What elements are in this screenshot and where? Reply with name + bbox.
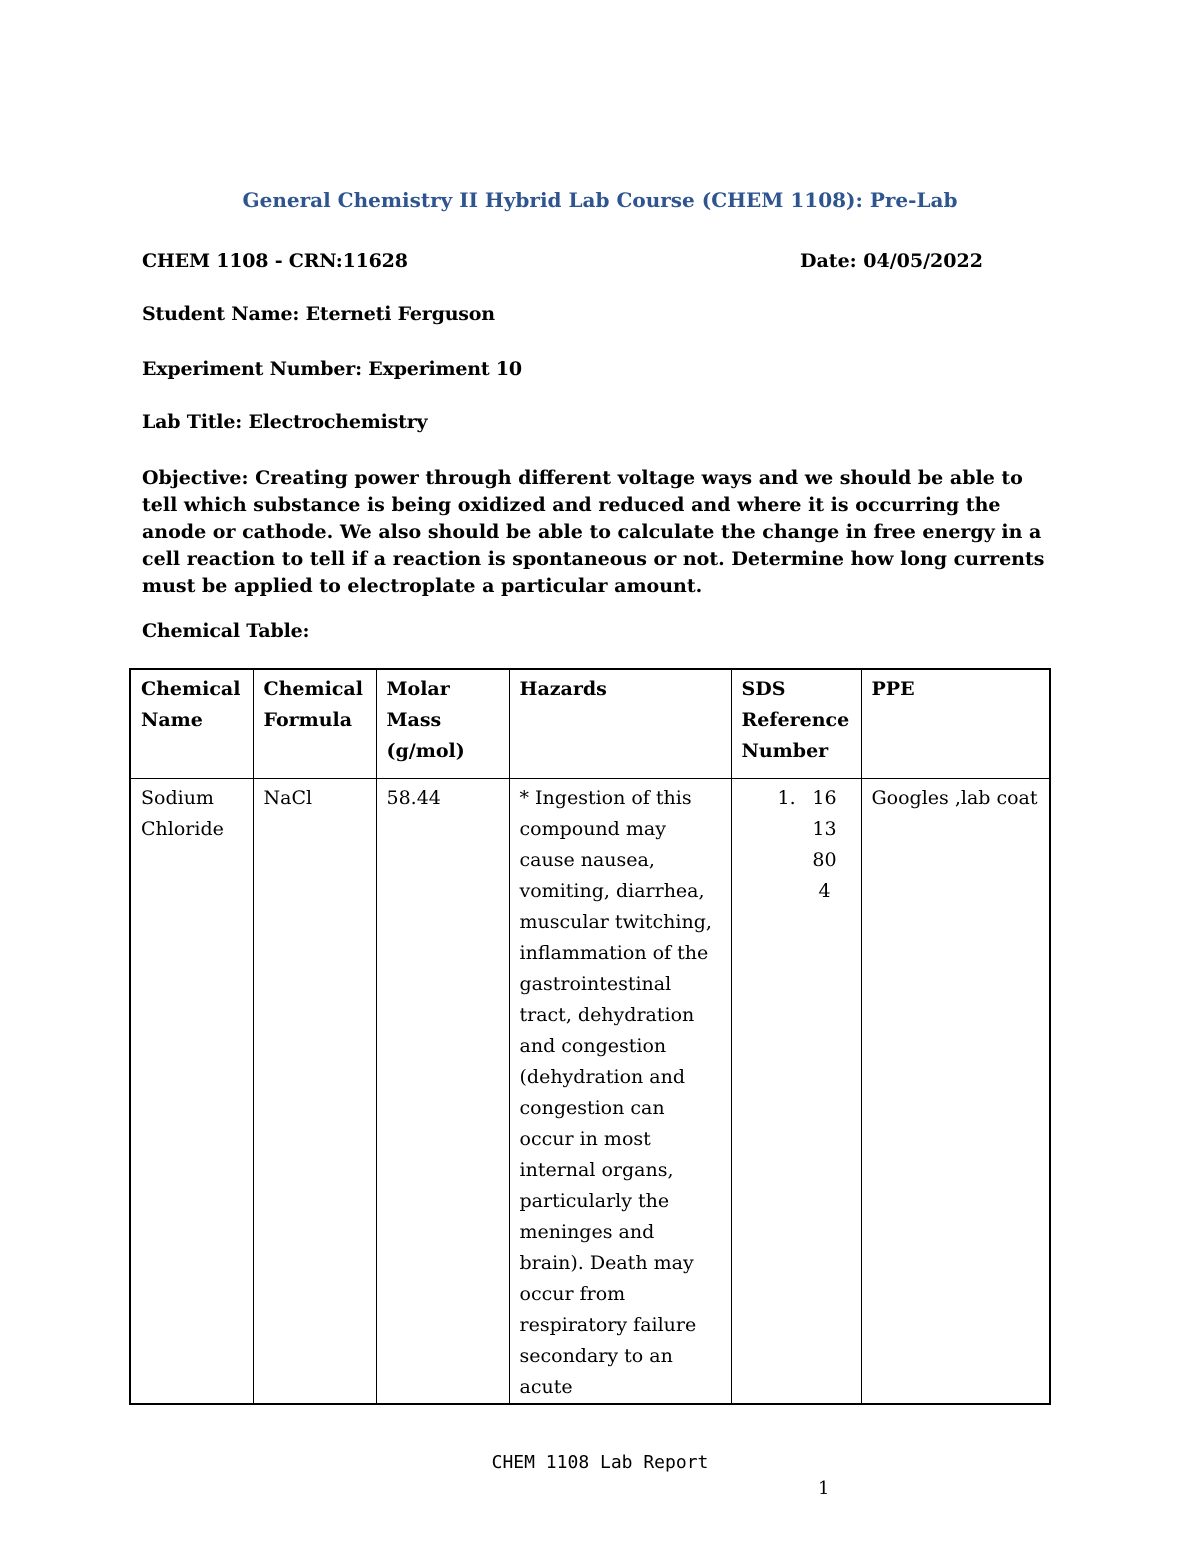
table-header-row xyxy=(130,669,1050,779)
cell-chemical-formula: NaCl xyxy=(253,779,376,1405)
header-sds-reference: SDS Reference Number xyxy=(731,669,861,779)
cell-hazards: * Ingestion of this compound may cause nausea, vomiting, diarrhea, muscular twitching, inflammation of the gastrointestinal tract, dehydration and congestion (dehydration and congestion can occur in most internal organs, particularly the meninges and brain). Death may occur from respiratory failure secondary to an acute xyxy=(509,779,731,1405)
chemical-table-label: Chemical Table: xyxy=(142,620,310,642)
header-chemical-formula: Chemical Formula xyxy=(253,669,376,779)
header-hazards: Hazards xyxy=(509,669,731,779)
sds-number: 1613804 xyxy=(812,787,837,902)
header-chemical-name: Chemical Name xyxy=(130,669,253,779)
cell-ppe: Googles ,lab coat xyxy=(861,779,1050,1405)
cell-chemical-name: Sodium Chloride xyxy=(130,779,253,1405)
student-name-line: Student Name: Eterneti Ferguson xyxy=(142,303,495,325)
page-title: General Chemistry II Hybrid Lab Course (CHEM 1108): Pre-Lab xyxy=(242,188,958,212)
cell-sds-reference xyxy=(731,779,861,1405)
page-footer: CHEM 1108 Lab Report xyxy=(491,1452,709,1473)
table-row xyxy=(130,779,1050,1405)
experiment-number-line: Experiment Number: Experiment 10 xyxy=(142,358,522,380)
date-line: Date: 04/05/2022 xyxy=(800,250,983,272)
sds-list-index: 1. xyxy=(777,787,796,809)
course-line: CHEM 1108 - CRN:11628 xyxy=(142,250,408,272)
header-molar-mass: Molar Mass (g/mol) xyxy=(376,669,509,779)
lab-title-line: Lab Title: Electrochemistry xyxy=(142,411,428,433)
page-number: 1 xyxy=(818,1478,830,1499)
chemical-table xyxy=(129,668,1051,1405)
objective-paragraph: Objective: Creating power through different voltage ways and we should be able to tell which substance is being oxidized and reduced and where it is occurring the anode or cathode. We also should be able to calculate the change in free energy in a cell reaction to tell if a reaction is spontaneous or not. Determine how long currents must be applied to electroplate a particular amount. xyxy=(142,467,1045,597)
cell-molar-mass: 58.44 xyxy=(376,779,509,1405)
header-ppe: PPE xyxy=(861,669,1050,779)
